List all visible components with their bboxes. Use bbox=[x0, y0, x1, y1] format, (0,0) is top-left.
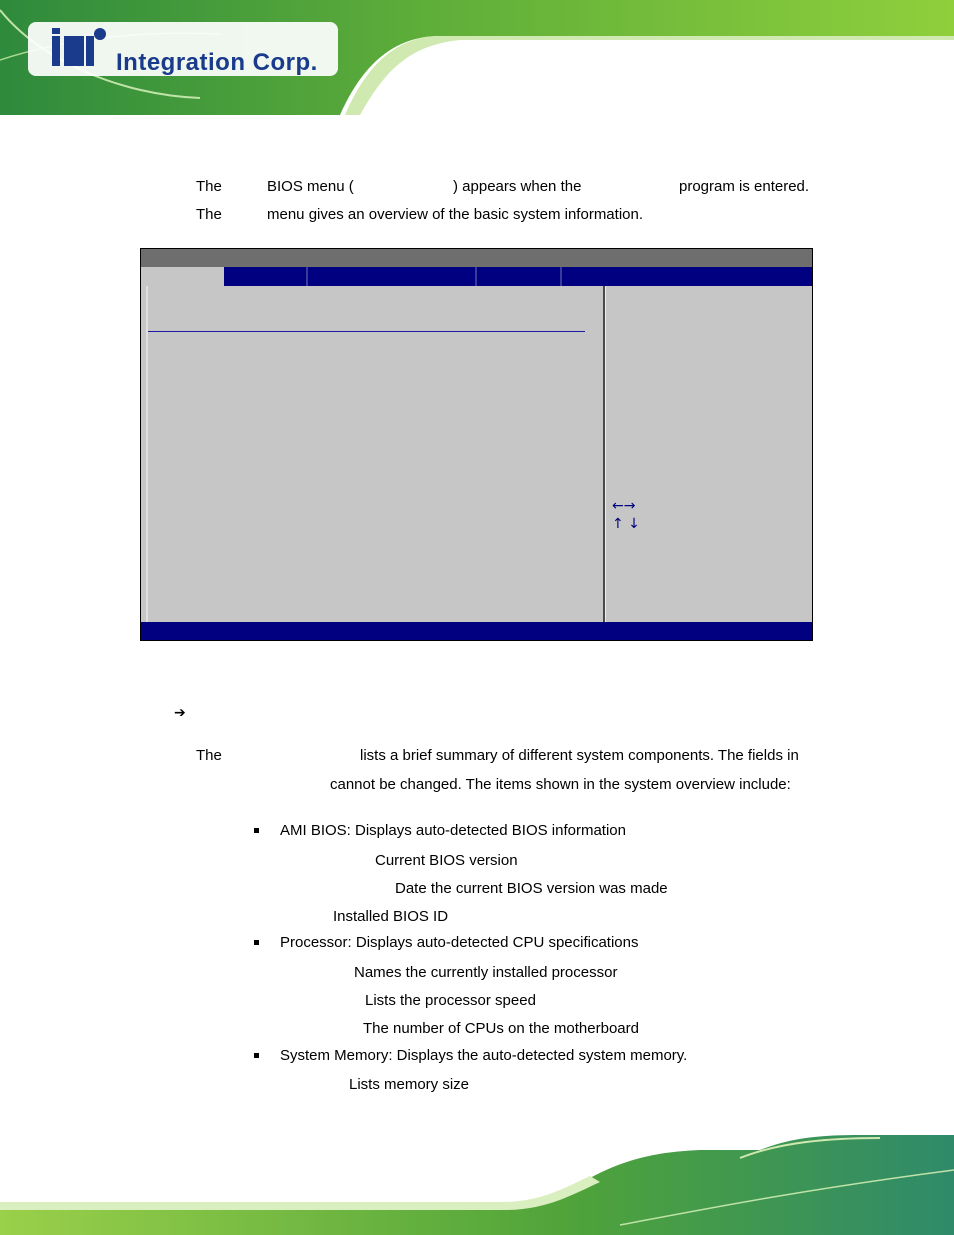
intro-line1-the: The bbox=[196, 178, 222, 195]
arrow-right-icon: ➔ bbox=[174, 705, 186, 721]
overview-line1-rest: lists a brief summary of different system components. The fields in bbox=[360, 747, 799, 764]
intro-line1-part-c: program is entered. bbox=[679, 178, 810, 195]
list-item-sub: Current BIOS version bbox=[375, 852, 518, 869]
list-item-sub: Lists the processor speed bbox=[365, 992, 536, 1009]
intro-line1-part-b: ) appears when the bbox=[453, 178, 582, 195]
tab-advanced[interactable] bbox=[224, 267, 308, 286]
overview-line2: cannot be changed. The items shown in the system overview include: bbox=[330, 776, 791, 793]
bios-main-screen bbox=[140, 248, 813, 641]
svg-text:Integration Corp.: Integration Corp. bbox=[116, 49, 318, 76]
bios-menu-bar bbox=[141, 267, 812, 286]
list-item-ami-bios: AMI BIOS: Displays auto-detected BIOS information bbox=[280, 822, 626, 839]
tab-boot[interactable] bbox=[477, 267, 562, 286]
list-item-sub: Names the currently installed processor bbox=[354, 964, 618, 981]
bullet-icon bbox=[254, 828, 259, 833]
left-right-arrows-icon: ←→ bbox=[612, 498, 636, 514]
up-down-arrows-icon: ↑ ↓ bbox=[612, 516, 640, 532]
tab-exit[interactable] bbox=[562, 267, 812, 286]
list-item-processor: Processor: Displays auto-detected CPU specifications bbox=[280, 934, 639, 951]
tab-chipset[interactable] bbox=[308, 267, 477, 286]
intro-line1-part-a: BIOS menu ( bbox=[267, 178, 354, 195]
tab-main[interactable] bbox=[141, 267, 224, 286]
bullet-icon bbox=[254, 1053, 259, 1058]
bios-section-underline bbox=[148, 331, 585, 332]
list-item-sub: Installed BIOS ID bbox=[333, 908, 449, 925]
bios-title-bar bbox=[141, 249, 812, 267]
list-item-system-memory: System Memory: Displays the auto-detected system memory. bbox=[280, 1047, 688, 1064]
list-item-sub: Lists memory size bbox=[349, 1076, 470, 1093]
list-item-sub: Date the current BIOS version was made bbox=[395, 880, 668, 897]
intro-line2-rest: menu gives an overview of the basic system information. bbox=[267, 206, 644, 223]
list-item-sub: The number of CPUs on the motherboard bbox=[363, 1020, 639, 1037]
bios-left-panel bbox=[146, 286, 605, 622]
bios-status-bar bbox=[141, 622, 812, 640]
header-banner bbox=[0, 0, 954, 115]
overview-line1-the: The bbox=[196, 747, 222, 764]
bios-help-panel bbox=[606, 286, 812, 622]
footer-banner bbox=[0, 1130, 954, 1235]
bullet-icon bbox=[254, 940, 259, 945]
intro-line2-the: The bbox=[196, 206, 222, 223]
